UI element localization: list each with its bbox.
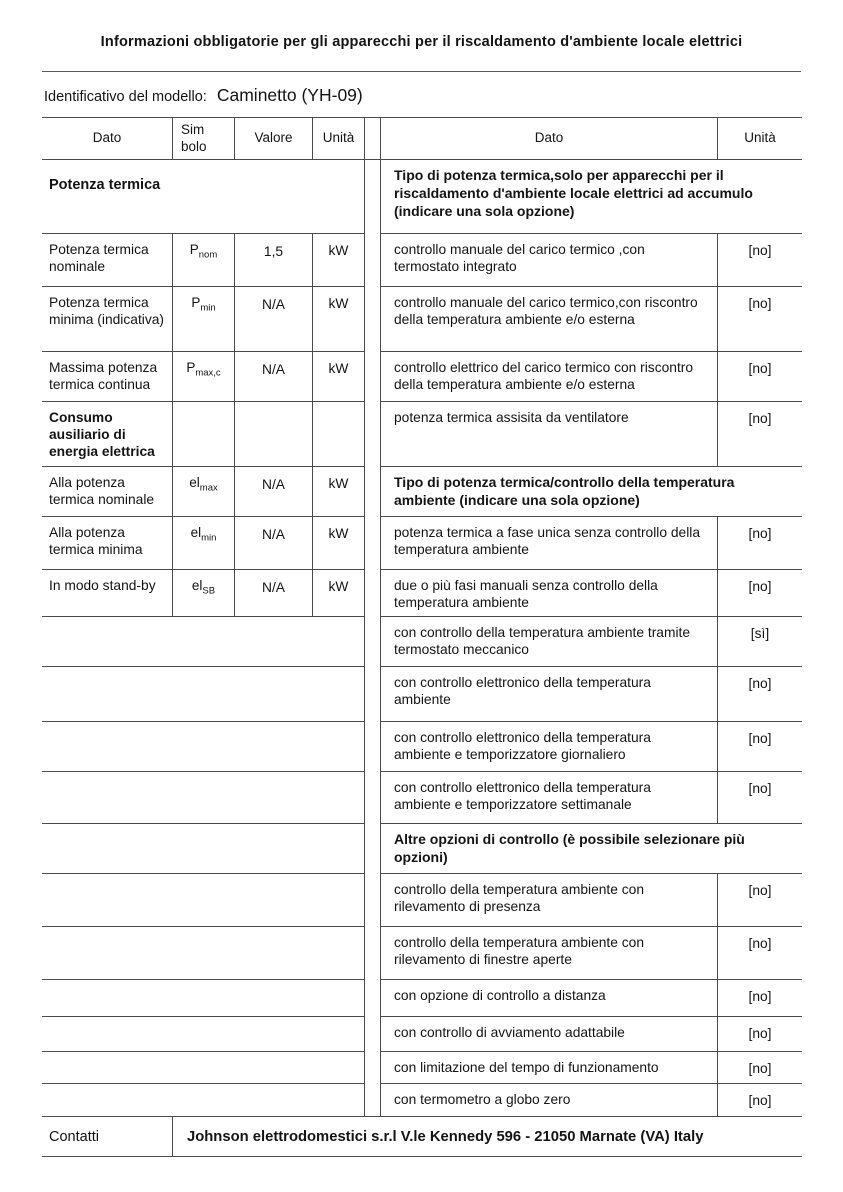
symbol-base: el bbox=[189, 475, 200, 490]
col-header-dato-right: Dato bbox=[380, 117, 717, 160]
col-header-unita-right: Unità bbox=[717, 117, 802, 160]
empty-left-cell bbox=[42, 874, 364, 927]
table-row bbox=[42, 1017, 802, 1052]
symbol-cell bbox=[172, 234, 234, 287]
empty-left-cell bbox=[42, 980, 364, 1017]
col-header-dato-left: Dato bbox=[42, 117, 172, 160]
unit-cell: kW bbox=[312, 352, 364, 402]
table-row bbox=[42, 352, 802, 402]
right-section-tipo-accumulo: Tipo di potenza termica,solo per apparecchi per il riscaldamento d'ambiente locale elettrici ad accumulo (indicare una sola opzione) bbox=[380, 160, 802, 234]
option-value-cell: [no] bbox=[717, 772, 802, 824]
table-row bbox=[42, 667, 802, 722]
option-cell: con termometro a globo zero bbox=[380, 1084, 717, 1117]
gap-cell bbox=[364, 117, 380, 160]
option-value-cell: [no] bbox=[717, 1052, 802, 1084]
option-value-cell: [no] bbox=[717, 570, 802, 617]
option-value-cell: [no] bbox=[717, 874, 802, 927]
gap-cell bbox=[364, 927, 380, 980]
col-header-unita-left: Unità bbox=[312, 117, 364, 160]
gap-cell bbox=[364, 1052, 380, 1084]
symbol-base: P bbox=[186, 360, 196, 375]
option-value-cell: [no] bbox=[717, 980, 802, 1017]
symbol-sub: max bbox=[199, 482, 218, 494]
table-row bbox=[42, 1084, 802, 1117]
gap-cell bbox=[364, 234, 380, 287]
empty-left-cell bbox=[42, 824, 364, 874]
table-row bbox=[42, 467, 802, 517]
value-cell bbox=[234, 402, 312, 467]
doc-title: Informazioni obbligatorie per gli apparecchi per il riscaldamento d'ambiente locale elettrici bbox=[100, 34, 743, 50]
section-row bbox=[42, 160, 802, 234]
option-value-cell: [sì] bbox=[717, 617, 802, 667]
option-cell: controllo della temperatura ambiente con rilevamento di finestre aperte bbox=[380, 927, 717, 980]
gap-cell bbox=[364, 772, 380, 824]
gap-cell bbox=[364, 287, 380, 352]
symbol-cell bbox=[172, 517, 234, 570]
model-label: Identificativo del modello: bbox=[44, 89, 207, 105]
option-cell: con controllo elettronico della temperatura ambiente bbox=[380, 667, 717, 722]
gap-cell bbox=[364, 160, 380, 234]
gap-cell bbox=[364, 722, 380, 772]
empty-left-cell bbox=[42, 617, 364, 667]
gap-cell bbox=[364, 1017, 380, 1052]
symbol-cell bbox=[172, 287, 234, 352]
table-row bbox=[42, 287, 802, 352]
symbol-base: el bbox=[190, 525, 202, 540]
dato-cell: Alla potenza termica minima bbox=[42, 517, 172, 570]
option-cell: controllo elettrico del carico termico con riscontro della temperatura ambiente e/o esterna bbox=[380, 352, 717, 402]
empty-left-cell bbox=[42, 772, 364, 824]
option-value-cell: [no] bbox=[717, 287, 802, 352]
info-table bbox=[42, 117, 802, 1157]
option-value-cell: [no] bbox=[717, 352, 802, 402]
unit-cell: kW bbox=[312, 517, 364, 570]
option-cell: controllo manuale del carico termico ,con termostato integrato bbox=[380, 234, 717, 287]
option-value-cell: [no] bbox=[717, 402, 802, 467]
contact-label-cell: Contatti bbox=[42, 1117, 172, 1157]
gap-cell bbox=[364, 402, 380, 467]
empty-left-cell bbox=[42, 1084, 364, 1117]
empty-left-cell bbox=[42, 1017, 364, 1052]
symbol-cell bbox=[172, 402, 234, 467]
option-value-cell: [no] bbox=[717, 234, 802, 287]
symbol-cell bbox=[172, 352, 234, 402]
gap-cell bbox=[364, 824, 380, 874]
table-row bbox=[42, 980, 802, 1017]
gap-cell bbox=[364, 980, 380, 1017]
empty-left-cell bbox=[42, 1052, 364, 1084]
table-header-row bbox=[42, 117, 802, 160]
symbol-base: P bbox=[191, 295, 201, 310]
table-row bbox=[42, 570, 802, 617]
gap-cell bbox=[364, 1084, 380, 1117]
value-cell: N/A bbox=[234, 517, 312, 570]
value-cell: N/A bbox=[234, 352, 312, 402]
unit-cell: kW bbox=[312, 570, 364, 617]
col-header-simbolo: Sim bolo bbox=[172, 117, 234, 160]
option-cell: potenza termica assisita da ventilatore bbox=[380, 402, 717, 467]
gap-cell bbox=[364, 352, 380, 402]
option-value-cell: [no] bbox=[717, 1017, 802, 1052]
option-value-cell: [no] bbox=[717, 667, 802, 722]
empty-left-cell bbox=[42, 667, 364, 722]
option-cell: con controllo elettronico della temperatura ambiente e temporizzatore settimanale bbox=[380, 772, 717, 824]
symbol-sub: SB bbox=[202, 585, 216, 597]
contact-value-cell: Johnson elettrodomestici s.r.l V.le Kennedy 596 - 21050 Marnate (VA) Italy bbox=[172, 1117, 802, 1157]
gap-cell bbox=[364, 667, 380, 722]
symbol-sub: nom bbox=[198, 249, 218, 261]
table-row bbox=[42, 722, 802, 772]
gap-cell bbox=[364, 617, 380, 667]
section-row bbox=[42, 824, 802, 874]
option-cell: controllo manuale del carico termico,con riscontro della temperatura ambiente e/o esterna bbox=[380, 287, 717, 352]
empty-left-cell bbox=[42, 722, 364, 772]
dato-cell: Alla potenza termica nominale bbox=[42, 467, 172, 517]
gap-cell bbox=[364, 467, 380, 517]
right-section-altre-opzioni: Altre opzioni di controllo (è possibile selezionare più opzioni) bbox=[380, 824, 802, 874]
table-row bbox=[42, 517, 802, 570]
empty-left-cell bbox=[42, 927, 364, 980]
option-cell: con limitazione del tempo di funzionamento bbox=[380, 1052, 717, 1084]
gap-cell bbox=[364, 570, 380, 617]
left-section-consumo: Consumo ausiliario di energia elettrica bbox=[42, 402, 172, 467]
option-cell: con controllo elettronico della temperatura ambiente e temporizzatore giornaliero bbox=[380, 722, 717, 772]
value-cell: 1,5 bbox=[234, 234, 312, 287]
symbol-sub: min bbox=[200, 302, 216, 314]
option-cell: con opzione di controllo a distanza bbox=[380, 980, 717, 1017]
model-identifier bbox=[42, 72, 801, 117]
value-cell: N/A bbox=[234, 570, 312, 617]
option-cell: con controllo di avviamento adattabile bbox=[380, 1017, 717, 1052]
unit-cell: kW bbox=[312, 467, 364, 517]
option-value-cell: [no] bbox=[717, 1084, 802, 1117]
right-section-tipo-controllo: Tipo di potenza termica/controllo della temperatura ambiente (indicare una sola opzione) bbox=[380, 467, 802, 517]
gap-cell bbox=[364, 874, 380, 927]
option-cell: potenza termica a fase unica senza controllo della temperatura ambiente bbox=[380, 517, 717, 570]
table-row bbox=[42, 1052, 802, 1084]
table-row bbox=[42, 772, 802, 824]
dato-cell: In modo stand-by bbox=[42, 570, 172, 617]
col-header-valore: Valore bbox=[234, 117, 312, 160]
symbol-cell bbox=[172, 570, 234, 617]
option-value-cell: [no] bbox=[717, 517, 802, 570]
left-section-potenza-termica: Potenza termica bbox=[42, 160, 364, 234]
symbol-base: P bbox=[189, 242, 199, 257]
option-cell: controllo della temperatura ambiente con rilevamento di presenza bbox=[380, 874, 717, 927]
symbol-sub: min bbox=[201, 532, 217, 544]
table-row bbox=[42, 402, 802, 467]
table-row bbox=[42, 234, 802, 287]
unit-cell bbox=[312, 402, 364, 467]
table-row bbox=[42, 927, 802, 980]
value-cell: N/A bbox=[234, 467, 312, 517]
table-row bbox=[42, 617, 802, 667]
dato-cell: Massima potenza termica continua bbox=[42, 352, 172, 402]
unit-cell: kW bbox=[312, 234, 364, 287]
option-value-cell: [no] bbox=[717, 927, 802, 980]
dato-cell: Potenza termica minima (indicativa) bbox=[42, 287, 172, 352]
table-row bbox=[42, 874, 802, 927]
option-cell: con controllo della temperatura ambiente tramite termostato meccanico bbox=[380, 617, 717, 667]
symbol-base: el bbox=[191, 578, 203, 593]
unit-cell: kW bbox=[312, 287, 364, 352]
option-cell: due o più fasi manuali senza controllo della temperatura ambiente bbox=[380, 570, 717, 617]
option-value-cell: [no] bbox=[717, 722, 802, 772]
symbol-cell bbox=[172, 467, 234, 517]
dato-cell: Potenza termica nominale bbox=[42, 234, 172, 287]
symbol-sub: max,c bbox=[195, 367, 221, 379]
gap-cell bbox=[364, 517, 380, 570]
contacts-row bbox=[42, 1117, 802, 1157]
model-value: Caminetto (YH-09) bbox=[216, 85, 363, 105]
value-cell: N/A bbox=[234, 287, 312, 352]
